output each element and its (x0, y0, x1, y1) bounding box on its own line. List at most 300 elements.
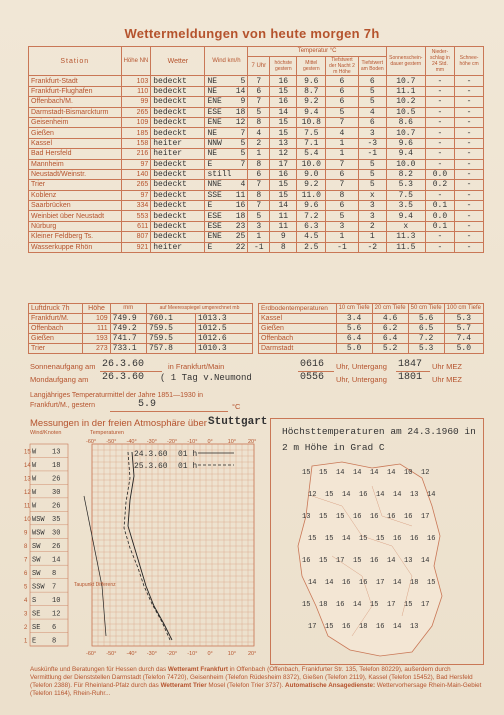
soil-cell-d50: 5.3 (408, 344, 444, 354)
cell-t7: -1 (248, 242, 270, 252)
cell-t7: 2 (248, 138, 270, 148)
pressure-col-height: Höhe (83, 304, 110, 314)
cell-precip: 0.1 (425, 221, 454, 231)
cell-precip: - (425, 159, 454, 169)
wind-dir-label: SE (32, 610, 41, 619)
wind-speed: 18 (235, 211, 246, 221)
weather-row (29, 107, 484, 117)
x-tick-label-top: -20° (167, 439, 178, 445)
col-station: Station (29, 47, 122, 76)
atmosphere-sub-temp: Temperaturen (90, 430, 124, 436)
moonrise-label: Mondaufgang am (30, 375, 89, 384)
cell-station: Koblenz (29, 190, 122, 200)
col-t7: 7 Uhr (248, 57, 270, 76)
altitude-label: 1 (24, 638, 28, 645)
map-temperature-value: 14 (393, 491, 402, 499)
cell-height: 185 (121, 128, 151, 138)
soil-cell-d10: 5.6 (336, 324, 372, 334)
cell-tmin: 1 (326, 138, 358, 148)
map-temperature-value: 16 (336, 601, 345, 609)
wind-cell (205, 117, 248, 127)
x-tick-label-top: 0° (207, 439, 213, 445)
cell-precip: - (425, 138, 454, 148)
cell-sun: x (386, 221, 425, 231)
wind-speed: 7 (240, 159, 246, 169)
altitude-label: 9 (24, 530, 28, 537)
cell-station: Wasserkuppe Rhön (29, 242, 122, 252)
page-title: Wettermeldungen von heute morgen 7h (124, 26, 380, 41)
pressure-cell-station: Gießen (29, 334, 83, 344)
pressure-cell-mb: 1012.6 (195, 334, 252, 344)
pressure-cell-mm-sea: 760.1 (146, 314, 195, 324)
cell-t7: 7 (248, 201, 270, 211)
cell-weather: bedeckt (151, 159, 205, 169)
pressure-cell-mm: 749.2 (110, 324, 146, 334)
cell-snow: - (455, 242, 484, 252)
cell-height: 265 (121, 107, 151, 117)
cell-height: 103 (121, 76, 151, 86)
cell-tmean: 4.5 (297, 232, 326, 242)
cell-precip: - (425, 242, 454, 252)
altitude-label: 4 (24, 597, 28, 604)
cell-tmin: -1 (326, 242, 358, 252)
pressure-cell-station: Frankfurt/M. (29, 314, 83, 324)
cell-tground: 3 (358, 211, 386, 221)
weather-table (28, 46, 484, 253)
cell-tground: 1 (358, 232, 386, 242)
sunrise-location: in Frankfurt/Main (168, 362, 225, 371)
footer-text (30, 666, 482, 698)
cell-tmin: 6 (326, 76, 358, 86)
soil-cell-d50: 7.2 (408, 334, 444, 344)
map-temperature-value: 17 (421, 601, 430, 609)
cell-snow: - (455, 211, 484, 221)
map-temperature-value: 18 (319, 601, 328, 609)
cell-tground: 5 (358, 86, 386, 96)
cell-station: Neustadt/Weinstr. (29, 169, 122, 179)
cell-station: Kleiner Feldberg Ts. (29, 232, 122, 242)
wind-direction: still (207, 170, 232, 180)
wind-speed-label: 8 (52, 637, 57, 646)
moonrise-time: 0556 (300, 372, 325, 383)
map-temperature-value: 14 (387, 469, 396, 477)
wind-speed-label: 26 (52, 502, 61, 511)
cell-station: Trier (29, 180, 122, 190)
cell-tground: 5 (358, 169, 386, 179)
map-temperature-value: 15 (325, 623, 334, 631)
map-temperature-value: 15 (427, 579, 436, 587)
cell-station: Gießen (29, 128, 122, 138)
wind-direction: NNE (207, 180, 222, 190)
map-temperature-value: 14 (427, 491, 436, 499)
weather-row (29, 169, 484, 179)
cell-station: Saarbrücken (29, 201, 122, 211)
wind-speed-label: 12 (52, 610, 61, 619)
cell-station: Mannheim (29, 159, 122, 169)
pressure-row (29, 324, 253, 334)
wind-speed: 22 (235, 242, 246, 252)
footer-part1: Auskünfte und Beratungen für Hessen durch das (30, 666, 168, 673)
cell-height: 99 (121, 97, 151, 107)
weather-row (29, 221, 484, 231)
map-temperature-value: 16 (342, 623, 351, 631)
x-tick-label-top: 10° (227, 439, 237, 445)
soil-row (259, 344, 484, 354)
cell-tmin: 5 (326, 211, 358, 221)
x-tick-label-top: -30° (146, 439, 157, 445)
cell-precip: - (425, 86, 454, 96)
sunset-time: 1847 (398, 359, 423, 370)
wind-cell (205, 86, 248, 96)
x-tick-label-top: -10° (187, 439, 198, 445)
x-tick-label: -60° (86, 651, 97, 657)
cell-tmax: 15 (270, 86, 297, 96)
footer-auto: Automatische Ansagedienste: (285, 682, 376, 689)
col-precip: Nieder-schlag in 24 Std. mm (425, 47, 454, 76)
cell-tmax: 16 (270, 76, 297, 86)
x-tick-label-top: -50° (106, 439, 117, 445)
cell-tmean: 9.2 (297, 97, 326, 107)
cell-sun: 11.5 (386, 242, 425, 252)
cell-tmean: 7.1 (297, 138, 326, 148)
pressure-row (29, 314, 253, 324)
map-temperature-value: 15 (302, 469, 311, 477)
pressure-col-mb: auf Meeresspiegel umgerechnet mb (146, 304, 252, 314)
wind-speed-label: 26 (52, 543, 61, 551)
cell-t7: 1 (248, 149, 270, 159)
wind-direction: NE (207, 76, 218, 86)
cell-sun: 10.0 (386, 159, 425, 169)
soil-cell-station: Offenbach (259, 334, 337, 344)
map-temperature-value: 13 (410, 491, 419, 499)
wind-speed: 5 (240, 149, 246, 159)
weather-row (29, 180, 484, 190)
altitude-label: 7 (24, 557, 28, 564)
cell-precip: - (425, 149, 454, 159)
cell-snow: - (455, 190, 484, 200)
cell-station: Bad Hersfeld (29, 149, 122, 159)
cell-tmax: 14 (270, 107, 297, 117)
col-tmax: höchste gestern (270, 57, 297, 76)
map-temperature-value: 14 (342, 491, 351, 499)
altitude-label: 14 (24, 463, 31, 470)
wind-dir-label: SE (32, 623, 41, 632)
wind-dir-label: SW (32, 569, 41, 578)
cell-precip: 0.1 (425, 201, 454, 211)
cell-t7: 8 (248, 159, 270, 169)
cell-tmin: 7 (326, 159, 358, 169)
cell-t7: 7 (248, 97, 270, 107)
map-temperature-value: 15 (308, 535, 317, 543)
wind-cell (205, 159, 248, 169)
map-temperature-value: 17 (336, 557, 345, 565)
wind-dir-label: WSW (32, 529, 45, 538)
cell-height: 97 (121, 159, 151, 169)
cell-snow: - (455, 117, 484, 127)
cell-weather: bedeckt (151, 180, 205, 190)
cell-tmax: 15 (270, 180, 297, 190)
weather-row (29, 232, 484, 242)
soil-cell-station: Gießen (259, 324, 337, 334)
pressure-cell-mb: 1013.3 (195, 314, 252, 324)
atmosphere-title: Messungen in der freien Atmosphäre über (30, 418, 207, 429)
cell-tmax: 12 (270, 149, 297, 159)
pressure-col-mm: mm (110, 304, 146, 314)
longterm-underline (110, 411, 228, 412)
footer-wetteramt-trier: Wetteramt Trier (160, 682, 207, 689)
taupunkt-label: Taupunkt Differenz (74, 582, 116, 588)
cell-tground: 4 (358, 107, 386, 117)
wind-direction: ESE (207, 211, 222, 221)
map-temperature-value: 15 (370, 601, 379, 609)
weather-row (29, 211, 484, 221)
pressure-cell-mm: 741.7 (110, 334, 146, 344)
wind-cell (205, 180, 248, 190)
map-temperature-value: 16 (410, 535, 419, 543)
wind-direction: ESE (207, 222, 222, 232)
pressure-cell-mm-sea: 759.5 (146, 334, 195, 344)
map-temperature-value: 16 (427, 535, 436, 543)
wind-speed: 23 (235, 222, 246, 232)
cell-tmean: 9.0 (297, 169, 326, 179)
altitude-label: 2 (24, 624, 28, 631)
cell-sun: 9.4 (386, 211, 425, 221)
soil-cell-d20: 6.2 (372, 324, 408, 334)
footer-part4: Wettervorhersage Rhein-Main-Gebiet (Telefon 1164), Rhein-Ruhr... (30, 682, 482, 697)
moonset-label: Uhr, Untergang (336, 375, 387, 384)
wind-cell (205, 232, 248, 242)
cell-tground: 5 (358, 97, 386, 107)
cell-weather: bedeckt (151, 201, 205, 211)
map-temperature-value: 17 (387, 601, 396, 609)
map-temperature-value: 13 (302, 513, 311, 521)
cell-height: 158 (121, 138, 151, 148)
cell-sun: 10.2 (386, 97, 425, 107)
cell-height: 109 (121, 117, 151, 127)
cell-weather: bedeckt (151, 86, 205, 96)
longterm-line1: Langjähriges Temperaturmittel der Jahre 1851—1930 in (30, 392, 204, 399)
cell-snow: - (455, 97, 484, 107)
map-temperature-value: 17 (421, 513, 430, 521)
weather-row (29, 117, 484, 127)
wind-direction: SSE (207, 190, 222, 200)
cell-snow: - (455, 128, 484, 138)
cell-tground: 6 (358, 117, 386, 127)
cell-station: Nürburg (29, 221, 122, 231)
cell-tmean: 11.0 (297, 190, 326, 200)
map-temperature-value: 14 (393, 623, 402, 631)
weather-row (29, 201, 484, 211)
wind-speed: 18 (235, 107, 246, 117)
cell-tmin: 6 (326, 86, 358, 96)
wind-cell (205, 201, 248, 211)
cell-tmax: 11 (270, 221, 297, 231)
map-temperature-value: 18 (410, 579, 419, 587)
map-temperature-value: 15 (376, 535, 385, 543)
grid-frame (92, 444, 254, 646)
cell-tmean: 10.8 (297, 117, 326, 127)
legend-date: 24.3.60 (134, 450, 168, 459)
map-temperature-value: 15 (302, 601, 311, 609)
cell-tground: 5 (358, 159, 386, 169)
cell-tground: x (358, 190, 386, 200)
cell-precip: - (425, 76, 454, 86)
atmosphere-chart (22, 436, 264, 664)
sunset-label: Uhr, Untergang (336, 362, 387, 371)
cell-precip: - (425, 97, 454, 107)
cell-weather: bedeckt (151, 97, 205, 107)
cell-tground: -1 (358, 149, 386, 159)
wind-cell (205, 138, 248, 148)
map-temperature-value: 17 (376, 579, 385, 587)
map-temperature-value: 15 (319, 513, 328, 521)
x-tick-label: -50° (106, 651, 117, 657)
pressure-cell-height: 193 (83, 334, 110, 344)
pressure-cell-mm: 733.1 (110, 344, 146, 354)
cell-height: 611 (121, 221, 151, 231)
wind-direction: ENE (207, 232, 222, 242)
pressure-table (28, 303, 253, 354)
col-snow: Schnee-höhe cm (455, 47, 484, 76)
cell-precip: 0.0 (425, 211, 454, 221)
cell-height: 334 (121, 201, 151, 211)
col-height: Höhe NN (121, 47, 151, 76)
altitude-label: 13 (24, 476, 31, 483)
map-temperature-value: 16 (342, 579, 351, 587)
cell-weather: heiter (151, 138, 205, 148)
map-temperature-value: 16 (359, 491, 368, 499)
pressure-cell-height: 109 (83, 314, 110, 324)
soil-cell-d20: 6.4 (372, 334, 408, 344)
map-temperature-value: 14 (308, 579, 317, 587)
cell-station: Frankfurt-Flughafen (29, 86, 122, 96)
soil-cell-d10: 3.4 (336, 314, 372, 324)
soil-cell-station: Darmstadt (259, 344, 337, 354)
wind-speed: 5 (240, 138, 246, 148)
cell-tmean: 9.6 (297, 201, 326, 211)
cell-snow: - (455, 86, 484, 96)
weather-row (29, 149, 484, 159)
altitude-label: 5 (24, 584, 28, 591)
wind-dir-label: W (32, 475, 37, 484)
soil-col-10: 10 cm Tiefe (336, 304, 372, 314)
pressure-cell-mm: 749.9 (110, 314, 146, 324)
cell-snow: - (455, 107, 484, 117)
cell-sun: 11.3 (386, 232, 425, 242)
x-tick-label: -10° (187, 651, 198, 657)
cell-tmax: 14 (270, 201, 297, 211)
cell-tmax: 11 (270, 211, 297, 221)
cell-tmax: 15 (270, 117, 297, 127)
cell-t7: 6 (248, 169, 270, 179)
wind-speed-label: 30 (52, 489, 61, 498)
cell-tground: -2 (358, 242, 386, 252)
cell-tmin: 1 (326, 149, 358, 159)
wind-direction: ENE (207, 97, 222, 107)
wind-cell (205, 211, 248, 221)
map-temperature-value: 15 (325, 491, 334, 499)
cell-snow: - (455, 221, 484, 231)
map-temperature-value: 16 (370, 513, 379, 521)
map-temperature-value: 14 (336, 469, 345, 477)
pressure-cell-station: Trier (29, 344, 83, 354)
legend-time: 01 h (178, 462, 198, 471)
cell-tmin: 7 (326, 180, 358, 190)
x-tick-label: 0° (207, 651, 213, 657)
wind-dir-label: S (32, 596, 37, 605)
cell-precip: 0.0 (425, 169, 454, 179)
x-tick-label-top: -40° (126, 439, 137, 445)
cell-tmean: 7.2 (297, 211, 326, 221)
cell-snow: - (455, 232, 484, 242)
cell-sun: 10.7 (386, 76, 425, 86)
cell-sun: 5.3 (386, 180, 425, 190)
cell-sun: 3.5 (386, 201, 425, 211)
altitude-label: 15 (24, 449, 31, 456)
wind-speed: 7 (240, 128, 246, 138)
wind-speed-label: 6 (52, 623, 57, 632)
altitude-label: 3 (24, 611, 28, 618)
map-temperature-value: 15 (359, 535, 368, 543)
cell-snow: - (455, 169, 484, 179)
wind-direction: ENE (207, 118, 222, 128)
map-temperature-value: 10 (404, 469, 413, 477)
wind-speed-label: 30 (52, 529, 61, 538)
cell-tmin: 6 (326, 97, 358, 107)
wind-cell (205, 221, 248, 231)
cell-tmin: 8 (326, 190, 358, 200)
wind-speed: 5 (240, 76, 246, 86)
cell-snow: - (455, 180, 484, 190)
cell-height: 97 (121, 190, 151, 200)
soil-cell-d50: 5.6 (408, 314, 444, 324)
wind-speed: 4 (240, 180, 246, 190)
map-temperature-value: 16 (359, 579, 368, 587)
legend-time: 01 h (178, 450, 198, 459)
pressure-label: Luftdruck 7h (29, 304, 83, 314)
wind-speed: 12 (235, 118, 246, 128)
cell-weather: bedeckt (151, 128, 205, 138)
cell-sun: 7.5 (386, 190, 425, 200)
cell-tmin: 6 (326, 201, 358, 211)
cell-tmax: 9 (270, 232, 297, 242)
cell-sun: 9.6 (386, 138, 425, 148)
cell-sun: 10.5 (386, 107, 425, 117)
map-temperature-value: 16 (404, 513, 413, 521)
pressure-cell-station: Offenbach (29, 324, 83, 334)
cell-t7: 7 (248, 180, 270, 190)
cell-snow: - (455, 149, 484, 159)
wind-cell (205, 149, 248, 159)
soil-col-100: 100 cm Tiefe (444, 304, 483, 314)
cell-tmean: 8.7 (297, 86, 326, 96)
map-temperature-value: 14 (376, 491, 385, 499)
germany-map (272, 456, 480, 662)
soil-col-20: 20 cm Tiefe (372, 304, 408, 314)
soil-row (259, 314, 484, 324)
cell-tmax: 15 (270, 190, 297, 200)
pressure-cell-mm-sea: 759.5 (146, 324, 195, 334)
wind-speed-label: 35 (52, 516, 61, 525)
cell-tground: 6 (358, 76, 386, 86)
col-tmean: Mittel gestern (297, 57, 326, 76)
cell-station: Frankfurt-Stadt (29, 76, 122, 86)
wind-dir-label: WSW (32, 516, 45, 525)
weather-row (29, 128, 484, 138)
cell-t7: 4 (248, 128, 270, 138)
map-temperature-value: 15 (319, 557, 328, 565)
cell-tmean: 9.2 (297, 180, 326, 190)
